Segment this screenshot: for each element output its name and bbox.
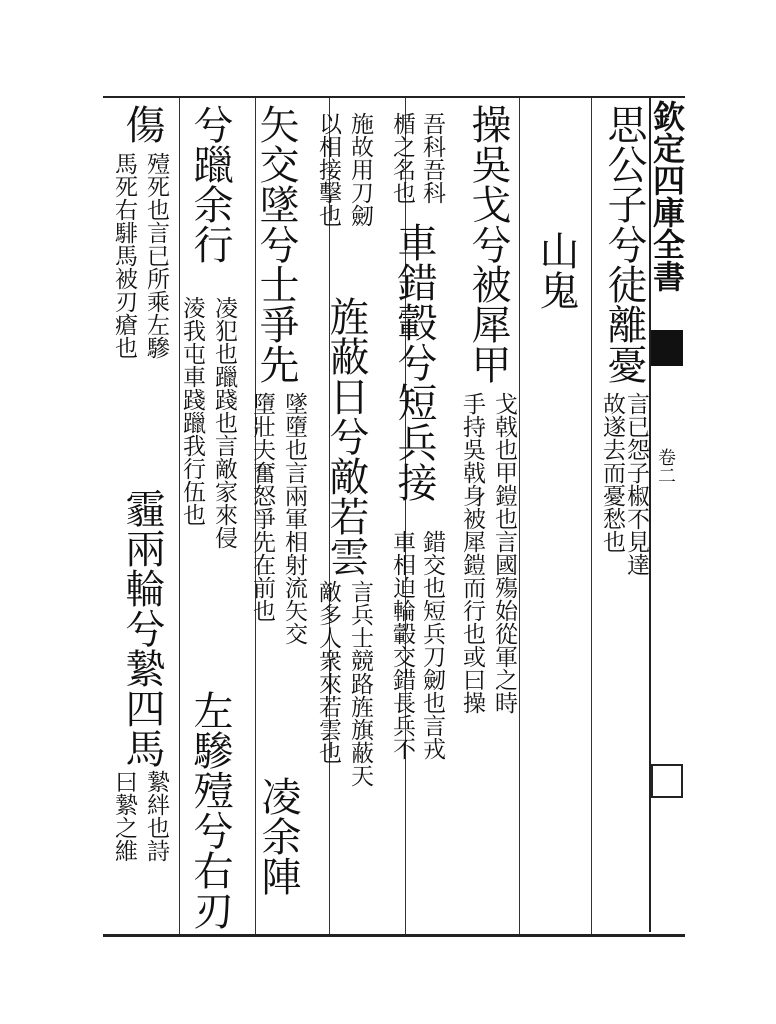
column-rule: [519, 98, 520, 934]
main-text-column: 旌蔽日兮敵若雲: [323, 296, 369, 576]
commentary-column: 故遂去而憂愁也: [599, 392, 625, 553]
commentary-column: 吾科吾科: [419, 112, 445, 204]
main-text-column: 兮躐余行: [187, 104, 233, 264]
main-text-column: 矢交墜兮士爭先: [253, 104, 299, 384]
commentary-column: 馬死右騑馬被刃瘡也: [111, 152, 137, 359]
commentary-column: 曰縶之維: [111, 770, 137, 862]
commentary-column: 淩我屯車踐躐我行伍也: [179, 296, 205, 526]
main-text-column: 霾兩輪兮縶四馬: [119, 488, 165, 768]
column-rule: [591, 98, 592, 934]
section-heading: 山鬼: [533, 230, 579, 310]
volume-label: 卷二: [655, 448, 676, 484]
commentary-column: 言已怨子椒不見達: [623, 392, 649, 576]
fishtail-mark: [651, 332, 683, 366]
commentary-column: 車相迫輪轂交錯長兵不: [389, 530, 415, 760]
commentary-column: 戈戟也甲鎧也言國殤始從軍之時: [491, 392, 517, 714]
main-text-column: 左驂殪兮右刃: [187, 690, 233, 930]
commentary-column: 錯交也短兵刀劒也言戎: [419, 530, 445, 760]
main-text-column: 思公子兮徒離憂: [601, 104, 647, 384]
main-text-column: 傷: [119, 104, 165, 144]
commentary-column: 縶絆也詩: [143, 770, 169, 862]
book-title: 欽定四庫全書: [648, 100, 686, 292]
commentary-column: 敵多人衆來若雲也: [315, 580, 341, 764]
commentary-column: 凌犯也躐踐也言敵家來侵: [211, 296, 237, 549]
commentary-column: 手持吳戟身被犀鎧而行也或曰操: [459, 392, 485, 714]
main-text-column: 凌余陣: [255, 776, 301, 896]
main-text-column: 車錯轂兮短兵接: [391, 222, 437, 502]
commentary-column: 墜墮也言兩軍相射流矢交: [281, 392, 307, 645]
commentary-column: 施故用刀劒: [347, 112, 373, 227]
commentary-column: 以相接擊也: [315, 112, 341, 227]
commentary-column: 楯之名也: [389, 112, 415, 204]
commentary-column: 言兵士競路旌旗蔽天: [347, 580, 373, 787]
commentary-column: 墮壯夫奮怒爭先在前也: [249, 392, 275, 622]
page-number-box: [651, 764, 683, 798]
main-text-column: 操吳戈兮被犀甲: [465, 104, 511, 384]
commentary-column: 殪死也言已所乘左驂: [143, 152, 169, 359]
